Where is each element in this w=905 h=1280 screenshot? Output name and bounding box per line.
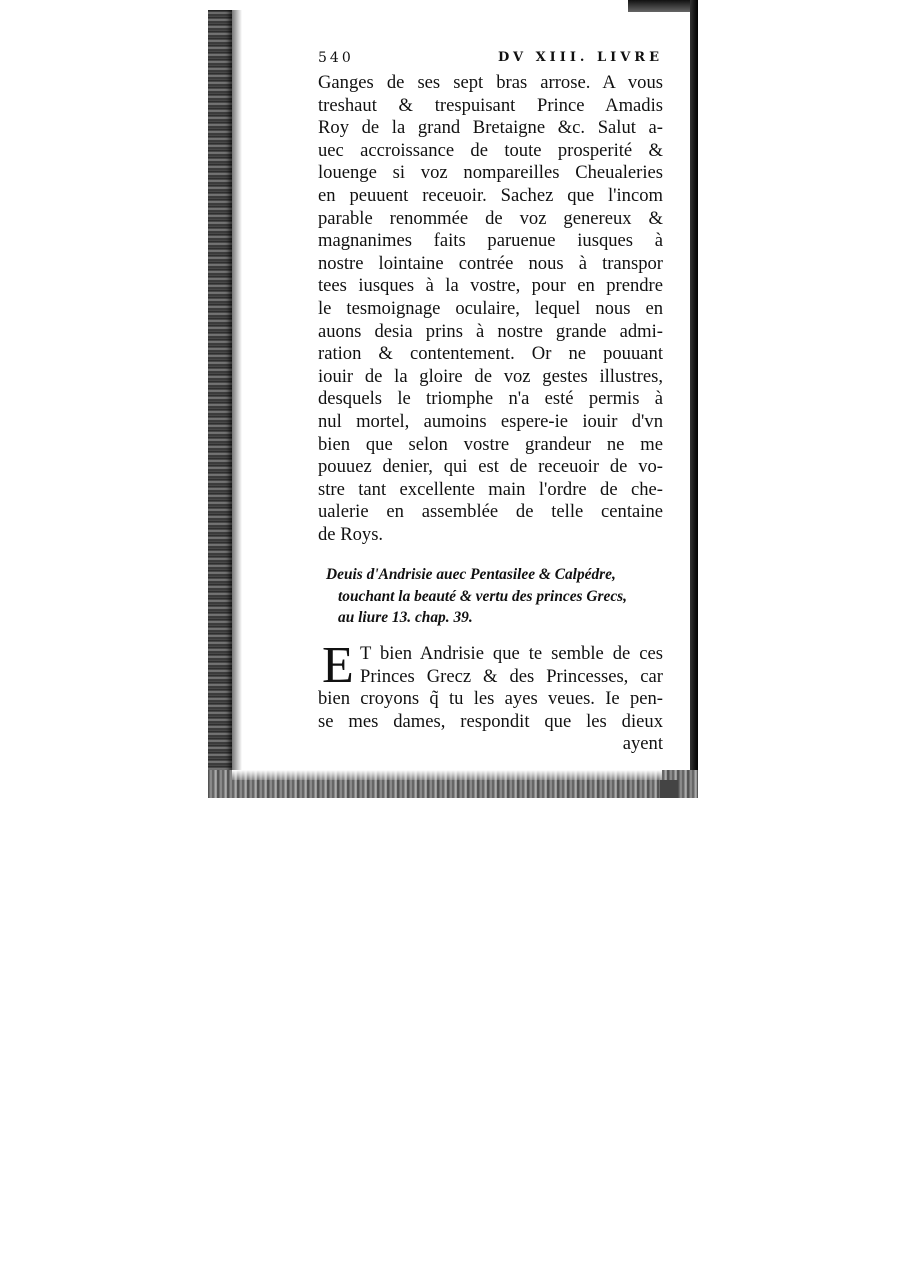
chapter-opening — [318, 636, 663, 756]
top-page-edge — [628, 0, 698, 12]
text-line: ualerie en assemblée de telle centaine — [318, 501, 663, 523]
binding-shadow — [232, 10, 242, 795]
running-head — [318, 50, 663, 72]
text-line: bien que selon vostre grandeur ne me — [318, 433, 663, 455]
text-line: auons desia prins à nostre grande admi- — [318, 320, 663, 342]
text-line: se mes dames, respondit que les dieux — [318, 710, 663, 732]
text-line: nul mortel, aumoins espere-ie iouir d'vn — [318, 410, 663, 432]
text-line: tees iusques à la vostre, pour en prendre — [318, 275, 663, 297]
text-line: T bien Andrisie que te semble de ces — [360, 642, 663, 664]
text-line: desquels le triomphe n'a esté permis à — [318, 388, 663, 410]
page-text — [318, 50, 663, 756]
bottom-edge-highlight — [232, 770, 662, 780]
text-line: Princes Grecz & des Princesses, car — [360, 665, 663, 687]
text-line: nostre lointaine contrée nous à transpor — [318, 252, 663, 274]
text-line: uec accroissance de toute prosperité & — [318, 139, 663, 161]
text-line: Ganges de ses sept bras arrose. A vous — [318, 72, 663, 93]
text-line: de Roys. — [318, 523, 384, 545]
text-line: stre tant excellente main l'ordre de che- — [318, 478, 663, 500]
text-line: treshaut & trespuisant Prince Amadis — [318, 94, 663, 116]
text-line: louenge si voz nompareilles Cheualeries — [318, 162, 663, 184]
rubric-line: Deuis d'Andrisie auec Pentasilee & Calpédre, — [326, 566, 616, 584]
text-line: parable renommée de voz genereux & — [318, 207, 663, 229]
text-line: iouir de la gloire de voz gestes illustres, — [318, 365, 663, 387]
running-title: DV XIII. LIVRE — [497, 50, 663, 65]
letter-text — [318, 72, 663, 546]
rubric-line: au liure 13. chap. 39. — [338, 609, 473, 627]
rubric-line: touchant la beauté & vertu des princes Grecs, — [338, 587, 627, 605]
catchword: ayent — [622, 733, 663, 755]
chapter-text — [318, 636, 663, 756]
text-line: ration & contentement. Or ne pouuant — [318, 343, 663, 365]
section-rubric — [318, 564, 663, 629]
drop-cap: E — [322, 636, 354, 694]
text-line: bien croyons q̃ tu les ayes veues. Ie pen- — [318, 688, 663, 710]
page-number: 540 — [318, 50, 354, 66]
text-line: le tesmoignage oculaire, lequel nous en — [318, 297, 663, 319]
text-line: Roy de la grand Bretaigne &c. Salut a- — [318, 117, 663, 139]
text-line: en peuuent receuoir. Sachez que l'incom — [318, 184, 663, 206]
text-line: pouuez denier, qui est de receuoir de vo- — [318, 456, 663, 478]
book-binding-edge — [208, 10, 232, 795]
right-page-edge — [690, 0, 698, 790]
corner-mark — [660, 780, 678, 798]
text-line: magnanimes faits paruenue iusques à — [318, 230, 663, 252]
